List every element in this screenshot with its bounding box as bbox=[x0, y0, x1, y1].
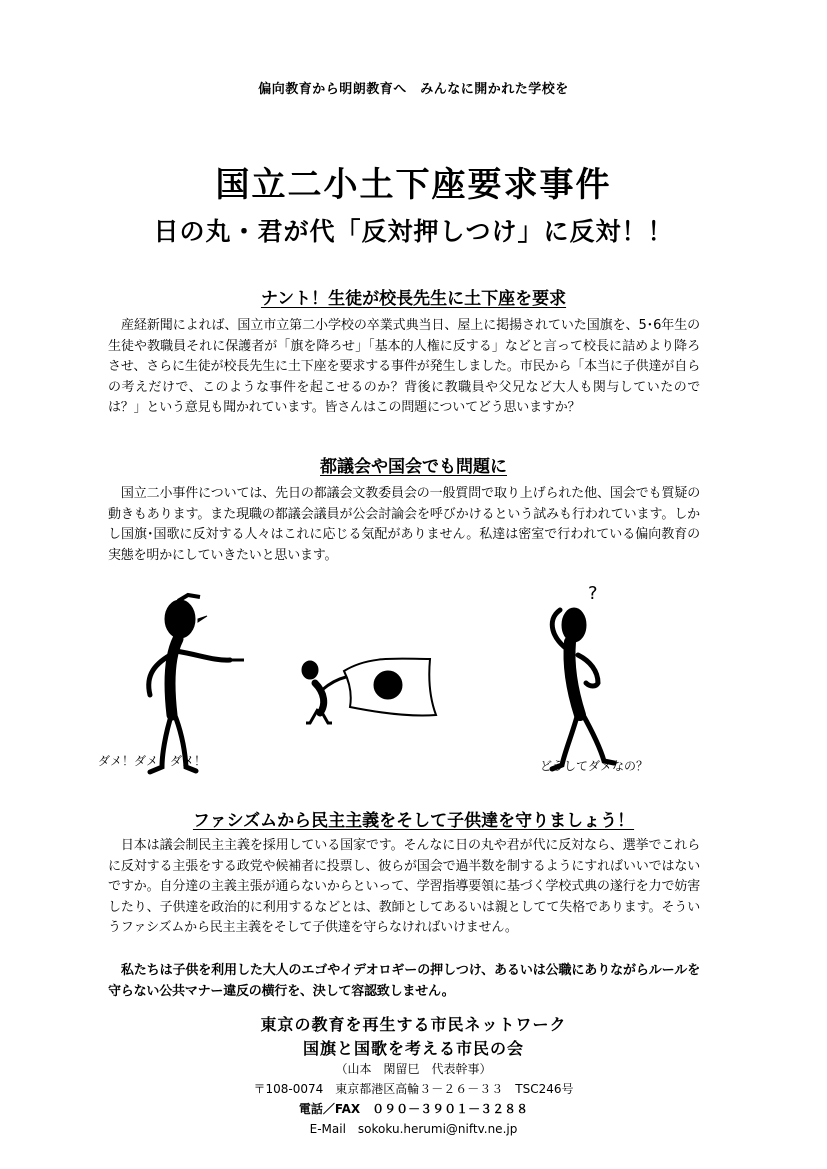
section-heading-democracy: ファシズムから民主主義をそして子供達を守りましょう！ bbox=[192, 811, 635, 831]
section-body-assembly: 国立二小事件については、先日の都議会文教委員会の一般質問で取り上げられた他、国会でも質疑の動きもあります。また現職の都議会議員が公会討論会を呼びかけるという試みも行われています。しかし国旗･国歌に反対する人々はこれに応じる気配がありません。私達は密室で行われている偏向教育の実態を明かにしていきたいと思います。 bbox=[108, 486, 700, 563]
closing-statement: 私たちは子供を利用した大人のエゴやイデオロギーの押しつけ、あるいは公職にありながらルールを守らない公共マナー違反の横行を、決して容認致しません。 bbox=[108, 963, 700, 999]
section-heading-assembly: 都議会や国会でも問題に bbox=[320, 457, 507, 477]
question-mark: ? bbox=[588, 583, 598, 604]
section-heading-incident: ナント！生徒が校長先生に土下座を要求 bbox=[260, 289, 567, 309]
representative: （山本 閑留巳 代表幹事） bbox=[335, 1062, 492, 1076]
email-address: E-Mail sokoku.herumi@niftv.ne.jp bbox=[309, 1122, 518, 1136]
org-name-secondary: 国旗と国歌を考える市民の会 bbox=[302, 1039, 524, 1058]
page-subtitle: 日の丸・君が代「反対押しつけ」に反対！！ bbox=[153, 217, 674, 246]
section-body-democracy: 日本は議会制民主主義を採用している国家です。そんなに日の丸や君が代に反対なら、選挙でこれらに反対する主張をする政党や候補者に投票し、彼らが国会で過半数を制するようにすればいいではないですか。自分達の主義主張が通らないからといって、学習指導要領に基づく学校式典の遂行を力で妨害したり、子供達を政治的に利用するなどとは、教師としてあるいは親としてて失格であります。そういうファシズムから民主主義をそして子供達を守らなければいけません。 bbox=[108, 838, 700, 936]
tagline: 偏向教育から明朗教育へ みんなに開かれた学校を bbox=[258, 82, 569, 97]
section-body-incident: 産経新聞によれば、国立市立第二小学校の卒業式典当日、屋上に掲揚されていた国旗を、5･6年生の生徒や教職員それに保護者が「旗を降ろせ」「基本的人権に反する」などと言って校長に詰めより降ろさせ、さらに生徒が校長先生に土下座を要求する事件が発生しました。市民から「本当に子供達が自らの考えだけで、このような事件を起こせるのか？背後に教職員や父兄など大人も関与していたのでは？」という意見も聞かれています。皆さんはこの問題についてどう思いますか？ bbox=[108, 318, 700, 416]
caption-left: ダメ！ダメ！ダメ！ bbox=[98, 754, 207, 768]
pointing-figure-icon bbox=[149, 595, 244, 772]
postal-address: 〒108-0074 東京都港区高輪３－２６－３３ TSC246号 bbox=[253, 1082, 574, 1096]
org-name-primary: 東京の教育を再生する市民ネットワーク bbox=[260, 1015, 567, 1034]
child-with-flag-icon bbox=[302, 659, 436, 723]
illustration bbox=[0, 575, 827, 795]
phone-fax: 電話／FAX ０９０－３９０１－３２８８ bbox=[298, 1102, 529, 1116]
caption-right: どうしてダメなの？ bbox=[540, 759, 649, 773]
page-title: 国立二小土下座要求事件 bbox=[215, 165, 612, 205]
questioning-figure-icon bbox=[552, 608, 614, 769]
